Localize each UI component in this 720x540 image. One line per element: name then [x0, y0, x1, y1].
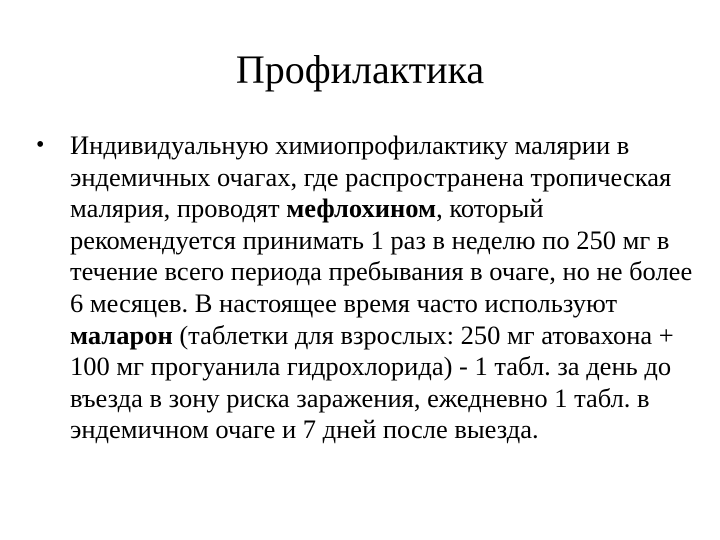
bullet-text-part-1: Индивидуальную химиопрофилактику малярии в эндемичных очагах, где распространена тропическая малярия, проводят [70, 130, 672, 224]
bullet-text [70, 130, 692, 444]
bullet-text-part-2: , который рекомендуется принимать 1 раз в неделю по 250 мг в течение всего периода пребывания в очаге, но не более 6 месяцев. В настоящее время часто используют [70, 193, 693, 318]
bullet-item [34, 130, 706, 446]
slide-title: Профилактика [235, 47, 485, 92]
bullet-text-part-3: (таблетки для взрослых: 250 мг атовахона + 100 мг прогуанила гидрохлорида) - 1 табл. за день до въезда в зону риска заражения, ежедневно 1 табл. в эндемичном очаге и 7 дней после выезда. [70, 319, 674, 445]
bullet-list [34, 130, 706, 446]
drug-name-malarone: маларон [70, 319, 173, 350]
drug-name-mefloquine: мефлохином [286, 193, 437, 224]
bullet-dot-icon: • [36, 132, 45, 158]
